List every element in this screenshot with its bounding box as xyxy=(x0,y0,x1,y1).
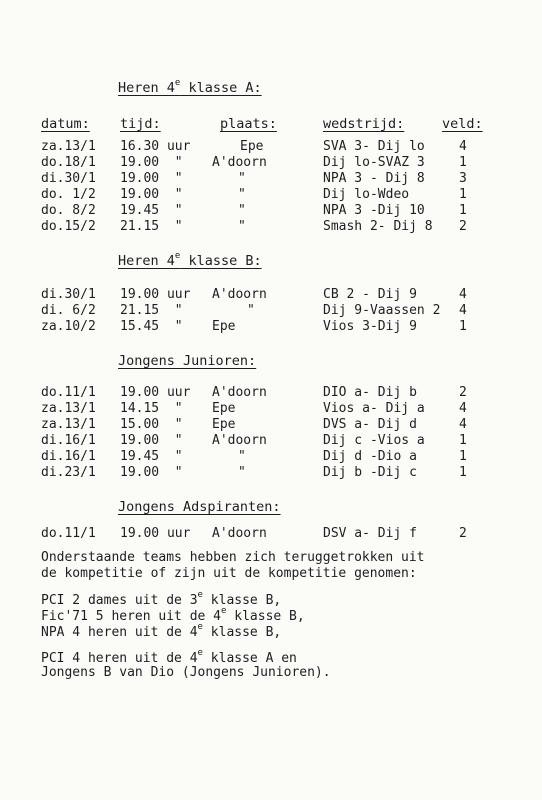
withdrawn-team xyxy=(41,622,282,642)
cell-veld: 1 xyxy=(459,433,467,448)
withdrawn-team xyxy=(41,606,305,626)
cell-datum: do.18/1 xyxy=(41,155,96,170)
cell-datum: za.13/1 xyxy=(41,401,96,416)
column-header-plaats: plaats: xyxy=(220,116,277,132)
cell-plaats: " xyxy=(238,465,246,480)
table-row xyxy=(0,465,542,481)
table-row xyxy=(0,187,542,203)
cell-wedstrijd: DVS a- Dij d xyxy=(323,417,417,432)
heading-text: klasse B: xyxy=(180,253,262,269)
cell-tijd: 19.00 " xyxy=(120,155,183,170)
cell-plaats: Epe xyxy=(212,417,236,432)
table-row xyxy=(0,139,542,155)
cell-plaats: A'doorn xyxy=(212,385,267,400)
cell-tijd: 21.15 " xyxy=(120,303,183,318)
cell-datum: do. 1/2 xyxy=(41,187,96,202)
notice-text: Fic'71 5 heren uit de 4 xyxy=(41,609,222,624)
cell-plaats: " xyxy=(238,187,246,202)
cell-tijd: 19.00 uur xyxy=(120,385,191,400)
cell-tijd: 16.30 uur xyxy=(120,139,191,154)
table-row xyxy=(0,433,542,449)
cell-tijd: 21.15 " xyxy=(120,219,183,234)
cell-plaats: A'doorn xyxy=(212,433,267,448)
heading-jongens-adspiranten: Jongens Adspiranten: xyxy=(118,499,281,515)
column-header-tijd: tijd: xyxy=(120,116,161,132)
cell-veld: 1 xyxy=(459,203,467,218)
table-row xyxy=(0,155,542,171)
cell-datum: di.16/1 xyxy=(41,449,96,464)
cell-wedstrijd: Dij b -Dij c xyxy=(323,465,417,480)
cell-datum: di.16/1 xyxy=(41,433,96,448)
column-header-veld: veld: xyxy=(442,116,483,132)
notice-text: klasse B, xyxy=(202,625,282,640)
cell-wedstrijd: Dij c -Vios a xyxy=(323,433,425,448)
cell-tijd: 14.15 " xyxy=(120,401,183,416)
cell-tijd: 19.45 " xyxy=(120,449,183,464)
cell-plaats: " xyxy=(238,449,246,464)
cell-wedstrijd: Dij 9-Vaassen 2 xyxy=(323,303,441,318)
table-row xyxy=(0,303,542,319)
cell-datum: za.10/2 xyxy=(41,319,96,334)
withdrawn-team xyxy=(41,590,282,610)
cell-veld: 1 xyxy=(459,155,467,170)
heading-text: klasse A: xyxy=(180,80,262,96)
column-header-datum: datum: xyxy=(41,116,90,132)
table-row xyxy=(0,287,542,303)
withdrawn-team: Jongens B van Dio (Jongens Junioren). xyxy=(41,665,331,680)
cell-datum: do.11/1 xyxy=(41,385,96,400)
notice-text: NPA 4 heren uit de 4 xyxy=(41,625,198,640)
cell-veld: 1 xyxy=(459,319,467,334)
cell-wedstrijd: SVA 3- Dij lo xyxy=(323,139,425,154)
table-row xyxy=(0,526,542,542)
notice-text: PCI 4 heren uit de 4 xyxy=(41,651,198,666)
cell-veld: 1 xyxy=(459,187,467,202)
notice-text: klasse A en xyxy=(202,651,297,666)
superscript: e xyxy=(197,648,203,658)
table-row xyxy=(0,219,542,235)
table-row xyxy=(0,203,542,219)
heading-text: Heren 4 xyxy=(118,253,175,269)
cell-tijd: 15.45 " xyxy=(120,319,183,334)
cell-datum: za.13/1 xyxy=(41,139,96,154)
cell-tijd: 15.00 " xyxy=(120,417,183,432)
notice-line: Onderstaande teams hebben zich teruggetrokken uit xyxy=(41,550,425,565)
table-row xyxy=(0,171,542,187)
cell-veld: 2 xyxy=(459,385,467,400)
cell-tijd: 19.00 uur xyxy=(120,526,191,541)
cell-wedstrijd: DIO a- Dij b xyxy=(323,385,417,400)
table-row xyxy=(0,401,542,417)
cell-plaats: Epe xyxy=(212,401,236,416)
column-header-wedstrijd: wedstrijd: xyxy=(323,116,405,132)
cell-datum: di.23/1 xyxy=(41,465,96,480)
cell-wedstrijd: Vios 3-Dij 9 xyxy=(323,319,417,334)
cell-wedstrijd: NPA 3 - Dij 8 xyxy=(323,171,425,186)
cell-plaats: " xyxy=(238,203,246,218)
cell-plaats: A'doorn xyxy=(212,287,267,302)
cell-veld: 1 xyxy=(459,465,467,480)
superscript: e xyxy=(174,78,181,88)
cell-tijd: 19.00 " xyxy=(120,187,183,202)
cell-wedstrijd: NPA 3 -Dij 10 xyxy=(323,203,425,218)
cell-veld: 3 xyxy=(459,171,467,186)
cell-plaats: A'doorn xyxy=(212,526,267,541)
cell-datum: do.15/2 xyxy=(41,219,96,234)
cell-plaats: A'doorn xyxy=(212,155,267,170)
table-row xyxy=(0,319,542,335)
table-row xyxy=(0,449,542,465)
cell-veld: 2 xyxy=(459,219,467,234)
cell-tijd: 19.00 " xyxy=(120,171,183,186)
cell-datum: do.11/1 xyxy=(41,526,96,541)
heading-heren-klasse-b xyxy=(118,253,262,271)
cell-plaats: Epe xyxy=(240,139,264,154)
cell-veld: 4 xyxy=(459,401,467,416)
notice-text: klasse B, xyxy=(202,593,282,608)
cell-tijd: 19.00 " xyxy=(120,433,183,448)
cell-veld: 4 xyxy=(459,139,467,154)
notice-line: de kompetitie of zijn uit de kompetitie genomen: xyxy=(41,566,417,581)
superscript: e xyxy=(197,590,203,600)
cell-veld: 1 xyxy=(459,449,467,464)
cell-tijd: 19.00 " xyxy=(120,465,183,480)
cell-wedstrijd: Dij lo-SVAZ 3 xyxy=(323,155,425,170)
cell-wedstrijd: Vios a- Dij a xyxy=(323,401,425,416)
cell-wedstrijd: DSV a- Dij f xyxy=(323,526,417,541)
cell-datum: do. 8/2 xyxy=(41,203,96,218)
superscript: e xyxy=(197,622,203,632)
heading-jongens-junioren: Jongens Junioren: xyxy=(118,353,257,369)
cell-wedstrijd: Dij d -Dio a xyxy=(323,449,417,464)
cell-wedstrijd: Dij lo-Wdeo xyxy=(323,187,410,202)
notice-text: PCI 2 dames uit de 3 xyxy=(41,593,198,608)
heading-text: Heren 4 xyxy=(118,80,175,96)
cell-datum: di.30/1 xyxy=(41,171,96,186)
cell-datum: di. 6/2 xyxy=(41,303,96,318)
heading-heren-klasse-a xyxy=(118,80,262,98)
table-row xyxy=(0,385,542,401)
cell-veld: 4 xyxy=(459,303,467,318)
cell-veld: 2 xyxy=(459,526,467,541)
cell-tijd: 19.45 " xyxy=(120,203,183,218)
cell-veld: 4 xyxy=(459,287,467,302)
cell-plaats: " xyxy=(238,171,246,186)
cell-wedstrijd: Smash 2- Dij 8 xyxy=(323,219,433,234)
cell-plaats: " xyxy=(247,303,255,318)
table-row xyxy=(0,417,542,433)
cell-tijd: 19.00 uur xyxy=(120,287,191,302)
notice-text: klasse B, xyxy=(226,609,305,624)
cell-datum: di.30/1 xyxy=(41,287,96,302)
cell-plaats: Epe xyxy=(212,319,236,334)
cell-datum: za.13/1 xyxy=(41,417,96,432)
superscript: e xyxy=(174,251,181,261)
cell-plaats: " xyxy=(238,219,246,234)
cell-wedstrijd: CB 2 - Dij 9 xyxy=(323,287,417,302)
cell-veld: 4 xyxy=(459,417,467,432)
superscript: e xyxy=(221,606,227,616)
